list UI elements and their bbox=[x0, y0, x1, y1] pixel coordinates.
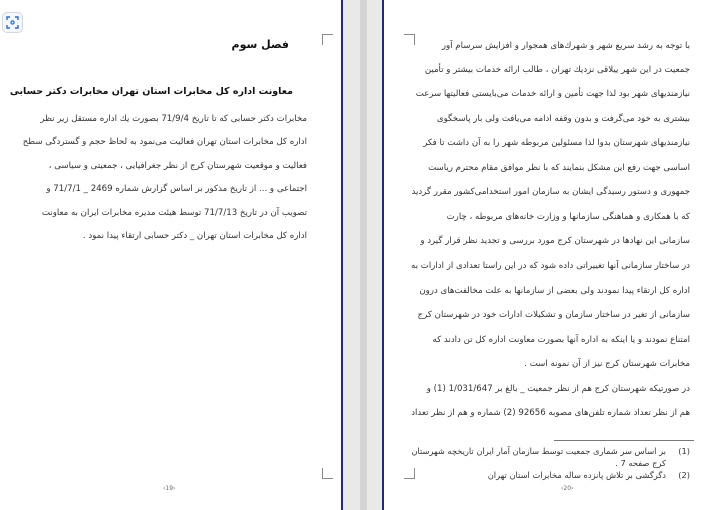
paragraph-line: مخابرات دکتر حسابی که تا تاریخ 71/9/4 بصورت یك اداره مستقل زیر نظر bbox=[40, 114, 307, 124]
paragraph-line: امتناع نمودند و یا اینکه به اداره آنها بصورت معاونت اداره کل تن دادند که bbox=[432, 335, 690, 345]
crop-mark bbox=[322, 34, 333, 45]
crop-mark bbox=[404, 468, 415, 479]
paragraph-line: در صورتیکه شهرستان کرج هم از نظر جمعیت _ بالغ بر 1/031/647 (1) و bbox=[426, 384, 690, 394]
paragraph-line: با توجه به رشد سریع شهر و شهرك‌های همجوار و افزایش سرسام آور bbox=[441, 41, 690, 51]
crop-mark bbox=[404, 34, 415, 45]
paragraph-line: هم از نظر تعداد شماره تلفن‌های مصوبه 92656 (2) شماره و هم از نظر تعداد bbox=[411, 408, 690, 418]
paragraph-line: سازمانی این نهادها در شهرستان کرج مورد بررسی و تجدید نظر قرار گیرد و bbox=[420, 236, 690, 246]
page-number: ‹20› bbox=[561, 485, 574, 492]
crop-mark bbox=[322, 468, 333, 479]
paragraph-line: در ساختار سازمانی آنها تغییراتی داده شود که در این راستا تعدادی از ادارات به bbox=[411, 261, 690, 271]
right-page bbox=[382, 0, 728, 510]
scan-text-icon bbox=[6, 16, 19, 29]
paragraph-line: فعالیت و موقعیت شهرستان کرج از نظر جغرافیایی ، جمعیتی و سیاسی ، bbox=[48, 161, 307, 171]
paragraph-line: نیازمندیهای شهرستان بدوا لذا مسئولین مربوطه شهر را به آن داشت تا فکر bbox=[423, 138, 690, 148]
paragraph-line: جمعیت در این شهر ییلاقی نزدیك تهران ، طالب ارائه خدمات بیشتر و تأمین bbox=[424, 65, 690, 75]
paragraph-line: اداره کل مخابرات استان تهران _ دکتر حسابی ارتقاء پیدا نمود . bbox=[82, 231, 307, 241]
footnote-text: بر اساس سر شماری جمعیت توسط سازمان آمار ایران تاریخچه شهرستان bbox=[411, 446, 666, 456]
footnote-number: (2) bbox=[678, 470, 690, 480]
paragraph-line: جمهوری و دستور رسیدگی ایشان به سازمان امور استخدامی‌کشور مقرر گردید bbox=[411, 187, 690, 197]
paragraph-line: نیازمندیهای شهر بود لذا جهت تأمین و ارائه خدمات می‌بایستی فعالیتها سرعت bbox=[415, 89, 690, 99]
footnote-text: کرج صفحه 7 . bbox=[615, 458, 666, 468]
paragraph-line: اداره کل مخابرات استان تهران فعالیت می‌نمود به لحاظ حجم و گستردگی سطح bbox=[22, 137, 307, 147]
scan-text-button[interactable] bbox=[2, 12, 23, 33]
paragraph-line: اداره کل ارتقاء پیدا نمودند ولی بعضی از سازمانها به علت مخالفت‌های درون bbox=[419, 286, 690, 296]
chapter-title: فصل سوم bbox=[231, 38, 289, 51]
section-title: معاونت اداره کل مخابرات استان تهران مخابرات دکتر حسابی bbox=[9, 86, 293, 97]
footnote-number: (1) bbox=[678, 446, 690, 456]
paragraph-line: مخابرات شهرستان کرج نیز از آن نمونه است . bbox=[524, 359, 690, 369]
paragraph-line: بیشتری به خود می‌گرفت و بدون وقفه ادامه می‌یافت ولی بار پاسخگوی bbox=[436, 114, 690, 124]
paragraph-line: که با همکاری و هماهنگی سازمانها و وزارت خانه‌های مربوطه ، چارت bbox=[446, 212, 690, 222]
footnote-separator bbox=[554, 440, 694, 441]
vertical-scrollbar[interactable] bbox=[357, 0, 371, 510]
paragraph-line: اساسی جهت رفع این مشکل بنمایند که با نظر موافق مقام محترم ریاست bbox=[428, 163, 690, 173]
page-number: ‹19› bbox=[163, 485, 176, 492]
paragraph-line: تصویب آن در تاریخ 71/7/13 توسط هیئت مدیره مخابرات ایران به معاونت bbox=[41, 208, 307, 218]
paragraph-line: سازمانی از تغیر در ساختار سازمان و تشکیلات ادارات خود در شهرستان کرج bbox=[417, 310, 690, 320]
scrollbar-thumb[interactable] bbox=[360, 0, 367, 510]
footnote-text: دگرگشی بر تلاش پانزده ساله مخابرات استان تهران bbox=[487, 470, 666, 480]
paragraph-line: اجتماعی و ... از تاریخ مذکور بر اساس گزارش شماره 2469 _ 71/7/1 و bbox=[46, 184, 307, 194]
left-page bbox=[0, 0, 343, 510]
